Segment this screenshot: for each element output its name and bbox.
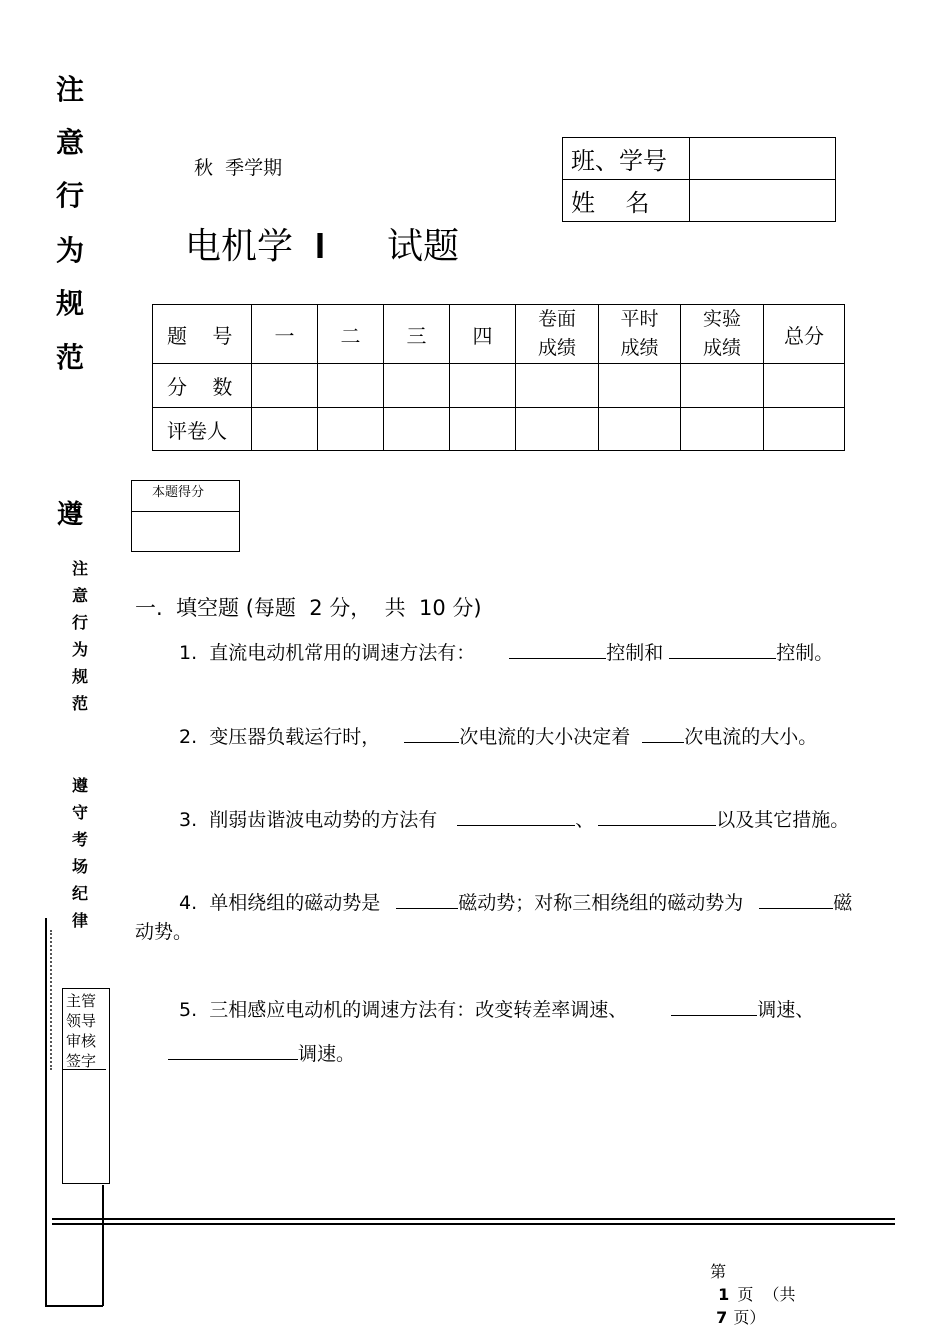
score-table (152, 304, 845, 451)
section-score-field[interactable] (132, 512, 239, 551)
header-cell: 二 (318, 305, 384, 364)
question-4-line2: 动势。 (135, 921, 193, 943)
question-text: 次电流的大小。 (684, 726, 818, 748)
margin-char: 场 (71, 857, 88, 876)
table-row (563, 138, 836, 180)
margin-char: 规 (71, 667, 88, 686)
answer-blank[interactable] (669, 640, 776, 659)
margin-char: 守 (71, 803, 88, 822)
margin-char: 为 (71, 640, 88, 659)
question-text: 次电流的大小决定着 (459, 726, 631, 748)
question-text: 控制和 (606, 642, 664, 664)
page-title (185, 218, 459, 269)
question-5 (179, 995, 814, 1022)
score-cell[interactable] (516, 364, 599, 408)
question-text: 调速。 (298, 1043, 356, 1065)
question-text: 调速、 (757, 999, 815, 1021)
header-cell: 实验 成绩 (681, 305, 764, 364)
binding-line-bottom (45, 1305, 103, 1307)
page-label: 页） (733, 1308, 766, 1327)
margin-char: 纪 (71, 884, 88, 903)
header-cell: 三 (384, 305, 450, 364)
footer-rule (52, 1218, 895, 1220)
margin-char: 遵 (71, 776, 88, 795)
question-3 (179, 805, 849, 832)
margin-char: 注 (55, 73, 84, 106)
margin-char: 注 (71, 559, 88, 578)
grader-cell[interactable] (681, 408, 764, 451)
question-text: 、 (575, 809, 595, 831)
answer-blank[interactable] (509, 640, 606, 659)
binding-line (45, 918, 47, 1306)
page-number (700, 1240, 796, 1328)
answer-blank[interactable] (457, 807, 575, 826)
answer-blank[interactable] (396, 890, 458, 909)
name-field[interactable] (690, 180, 836, 222)
margin-char: 遵 (56, 500, 83, 530)
table-row (153, 364, 845, 408)
margin-char: 范 (71, 694, 88, 713)
margin-char: 意 (55, 126, 84, 159)
answer-blank[interactable] (404, 724, 459, 743)
table-row (153, 305, 845, 364)
grader-cell[interactable] (764, 408, 845, 451)
table-row (153, 408, 845, 451)
margin-char: 范 (55, 341, 84, 374)
row-label: 评卷人 (153, 408, 252, 451)
table-row (563, 180, 836, 222)
binding-line-dotted (50, 930, 52, 1070)
question-text: 以及其它措施。 (716, 809, 850, 831)
header-cell: 总分 (764, 305, 845, 364)
margin-char: 规 (55, 287, 84, 320)
question-text: 4. 单相绕组的磁动势是 (179, 892, 381, 914)
header-cell: 题 号 (153, 305, 252, 364)
supervisor-sign-label: 主管领导审核签字 (63, 989, 106, 1070)
answer-blank[interactable] (598, 807, 716, 826)
score-cell[interactable] (599, 364, 681, 408)
margin-char: 考 (71, 830, 88, 849)
question-2 (179, 722, 817, 749)
semester-label: 秋 季学期 (194, 157, 283, 179)
title-suffix: 试题 (387, 226, 460, 267)
grader-cell[interactable] (516, 408, 599, 451)
question-text: 3. 削弱齿谐波电动势的方法有 (179, 809, 438, 831)
score-cell[interactable] (764, 364, 845, 408)
question-text: 2. 变压器负载运行时， (179, 726, 381, 748)
margin-char: 律 (71, 911, 88, 930)
answer-blank[interactable] (671, 997, 757, 1016)
section-title: 一. 填空题 (每题 2 分， 共 10 分) (135, 596, 482, 620)
name-label: 姓 名 (563, 180, 690, 222)
question-1 (179, 638, 833, 665)
title-roman: I (315, 225, 326, 266)
answer-blank[interactable] (759, 890, 833, 909)
row-label: 分 数 (153, 364, 252, 408)
question-text: 控制。 (776, 642, 834, 664)
margin-char: 为 (55, 234, 84, 267)
class-id-field[interactable] (690, 138, 836, 180)
page-label: 页 （共 (737, 1285, 796, 1304)
score-cell[interactable] (384, 364, 450, 408)
section-score-label: 本题得分 (132, 481, 239, 512)
grader-cell[interactable] (450, 408, 516, 451)
grader-cell[interactable] (318, 408, 384, 451)
score-cell[interactable] (318, 364, 384, 408)
header-cell: 平时 成绩 (599, 305, 681, 364)
header-cell: 卷面 成绩 (516, 305, 599, 364)
question-text: 5. 三相感应电动机的调速方法有：改变转差率调速、 (179, 999, 628, 1021)
total-pages: 7 (716, 1308, 728, 1327)
question-text: 磁 (833, 892, 853, 914)
binding-line-right (102, 1185, 104, 1306)
question-text: 磁动势；对称三相绕组的磁动势为 (458, 892, 744, 914)
score-cell[interactable] (252, 364, 318, 408)
grader-cell[interactable] (252, 408, 318, 451)
footer-rule (52, 1223, 895, 1225)
header-cell: 一 (252, 305, 318, 364)
grader-cell[interactable] (599, 408, 681, 451)
student-info-table (562, 137, 836, 222)
question-text: 1. 直流电动机常用的调速方法有： (179, 642, 476, 664)
margin-char: 行 (55, 179, 84, 212)
question-4 (179, 888, 852, 915)
title-main: 电机学 (185, 226, 294, 267)
answer-blank[interactable] (168, 1041, 298, 1060)
answer-blank[interactable] (642, 724, 684, 743)
section-score-box (131, 480, 240, 552)
header-cell: 四 (450, 305, 516, 364)
page-label: 第 (710, 1262, 727, 1281)
score-cell[interactable] (450, 364, 516, 408)
current-page: 1 (718, 1285, 730, 1304)
margin-char: 行 (71, 613, 88, 632)
grader-cell[interactable] (384, 408, 450, 451)
score-cell[interactable] (681, 364, 764, 408)
supervisor-sign-box (62, 988, 110, 1184)
class-id-label: 班、学号 (563, 138, 690, 180)
question-5-line2 (168, 1039, 355, 1066)
margin-char: 意 (71, 586, 88, 605)
